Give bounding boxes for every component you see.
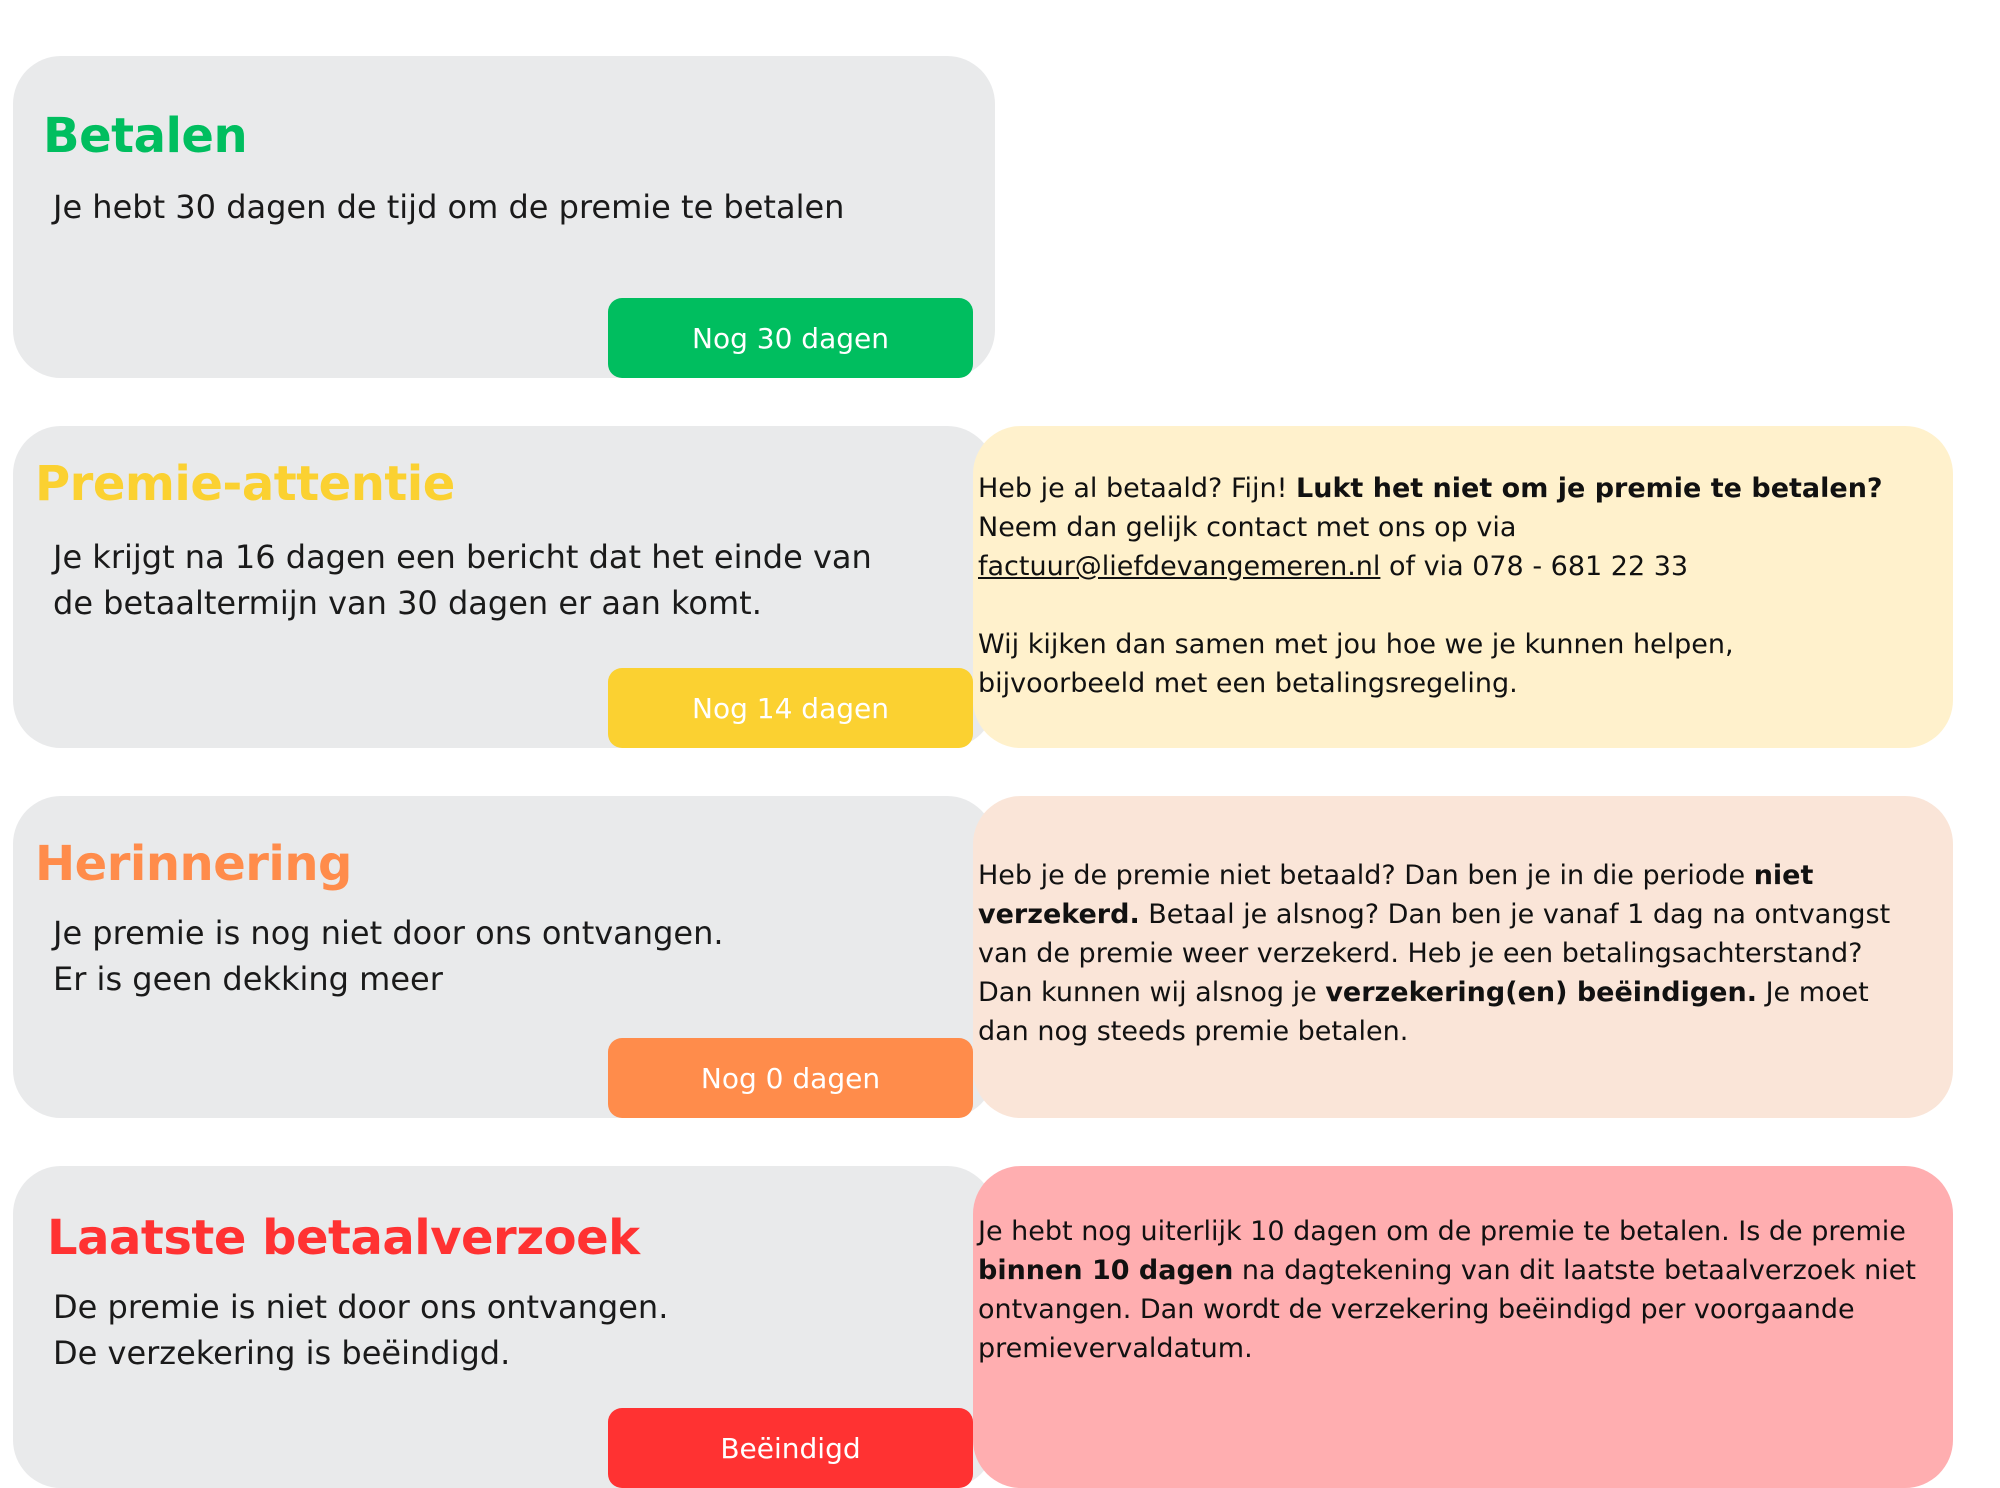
step-description-laatste-betaalverzoek (53, 1284, 668, 1376)
description-line: Je premie is nog niet door ons ontvangen. (53, 914, 724, 952)
info-text-part: Wij kijken dan samen met jou hoe we je kunnen helpen, (978, 629, 1734, 660)
info-bold-text: Lukt het niet om je premie te betalen? (1296, 473, 1883, 504)
info-box-premie-attentie (973, 426, 1953, 748)
description-line: Je krijgt na 16 dagen een bericht dat het einde van (53, 538, 872, 576)
description-line: Er is geen dekking meer (53, 960, 443, 998)
description-line: De premie is niet door ons ontvangen. (53, 1288, 669, 1326)
info-text-part: Je hebt nog uiterlijk 10 dagen om de premie te betalen. Is de premie (978, 1216, 1906, 1247)
days-left-badge-premie-attentie: Nog 14 dagen (608, 668, 973, 748)
info-box-herinnering (973, 796, 1953, 1118)
info-text-part: Betaal je alsnog? Dan ben je vanaf 1 dag na ontvangst van de premie weer verzekerd. Heb je een betalingsachterstand? Dan kunnen wij alsnog je (978, 899, 1891, 1008)
info-bold-text: verzekering(en) beëindigen. (1325, 977, 1757, 1008)
info-text-part: Heb je de premie niet betaald? Dan ben je in die periode (978, 860, 1754, 891)
info-text-part: na dagtekening van dit laatste betaalverzoek niet ontvangen. Dan wordt de verzekering beëindigd per voorgaande premievervaldatum. (978, 1255, 1916, 1364)
info-text-part: Neem dan gelijk contact met ons op via (978, 512, 1517, 543)
description-line: De verzekering is beëindigd. (53, 1334, 511, 1372)
days-left-badge-herinnering: Nog 0 dagen (608, 1038, 973, 1118)
info-text-premie-attentie (978, 469, 1953, 703)
info-bold-text: binnen 10 dagen (978, 1255, 1234, 1286)
step-description-herinnering (53, 910, 724, 1002)
step-description-betalen (53, 184, 844, 230)
info-text-part: bijvoorbeeld met een betalingsregeling. (978, 668, 1518, 699)
info-text-laatste-betaalverzoek (978, 1212, 1947, 1368)
step-card-betalen (13, 56, 995, 378)
step-card-laatste-betaalverzoek (13, 1166, 995, 1488)
info-text-part: Heb je al betaald? Fijn! (978, 473, 1297, 504)
description-line: Je hebt 30 dagen de tijd om de premie te betalen (53, 188, 845, 226)
step-card-herinnering (13, 796, 995, 1118)
days-left-badge-betalen: Nog 30 dagen (608, 298, 973, 378)
step-title-premie-attentie: Premie-attentie (35, 456, 455, 512)
step-title-herinnering: Herinnering (35, 836, 352, 892)
email-link[interactable]: factuur@liefdevangemeren.nl (978, 551, 1381, 582)
info-bold-text: niet verzekerd. (978, 860, 1814, 930)
phone-text: of via 078 - 681 22 33 (1380, 551, 1689, 582)
status-badge-beeindigd: Beëindigd (608, 1408, 973, 1488)
step-title-laatste-betaalverzoek: Laatste betaalverzoek (47, 1210, 640, 1266)
info-text-herinnering (978, 856, 1913, 1051)
description-line: de betaaltermijn van 30 dagen er aan komt. (53, 584, 762, 622)
step-description-premie-attentie (53, 534, 872, 626)
info-box-laatste-betaalverzoek (973, 1166, 1953, 1488)
step-title-betalen: Betalen (43, 108, 248, 164)
step-card-premie-attentie (13, 426, 995, 748)
info-text-part: Je moet dan nog steeds premie betalen. (978, 977, 1869, 1047)
